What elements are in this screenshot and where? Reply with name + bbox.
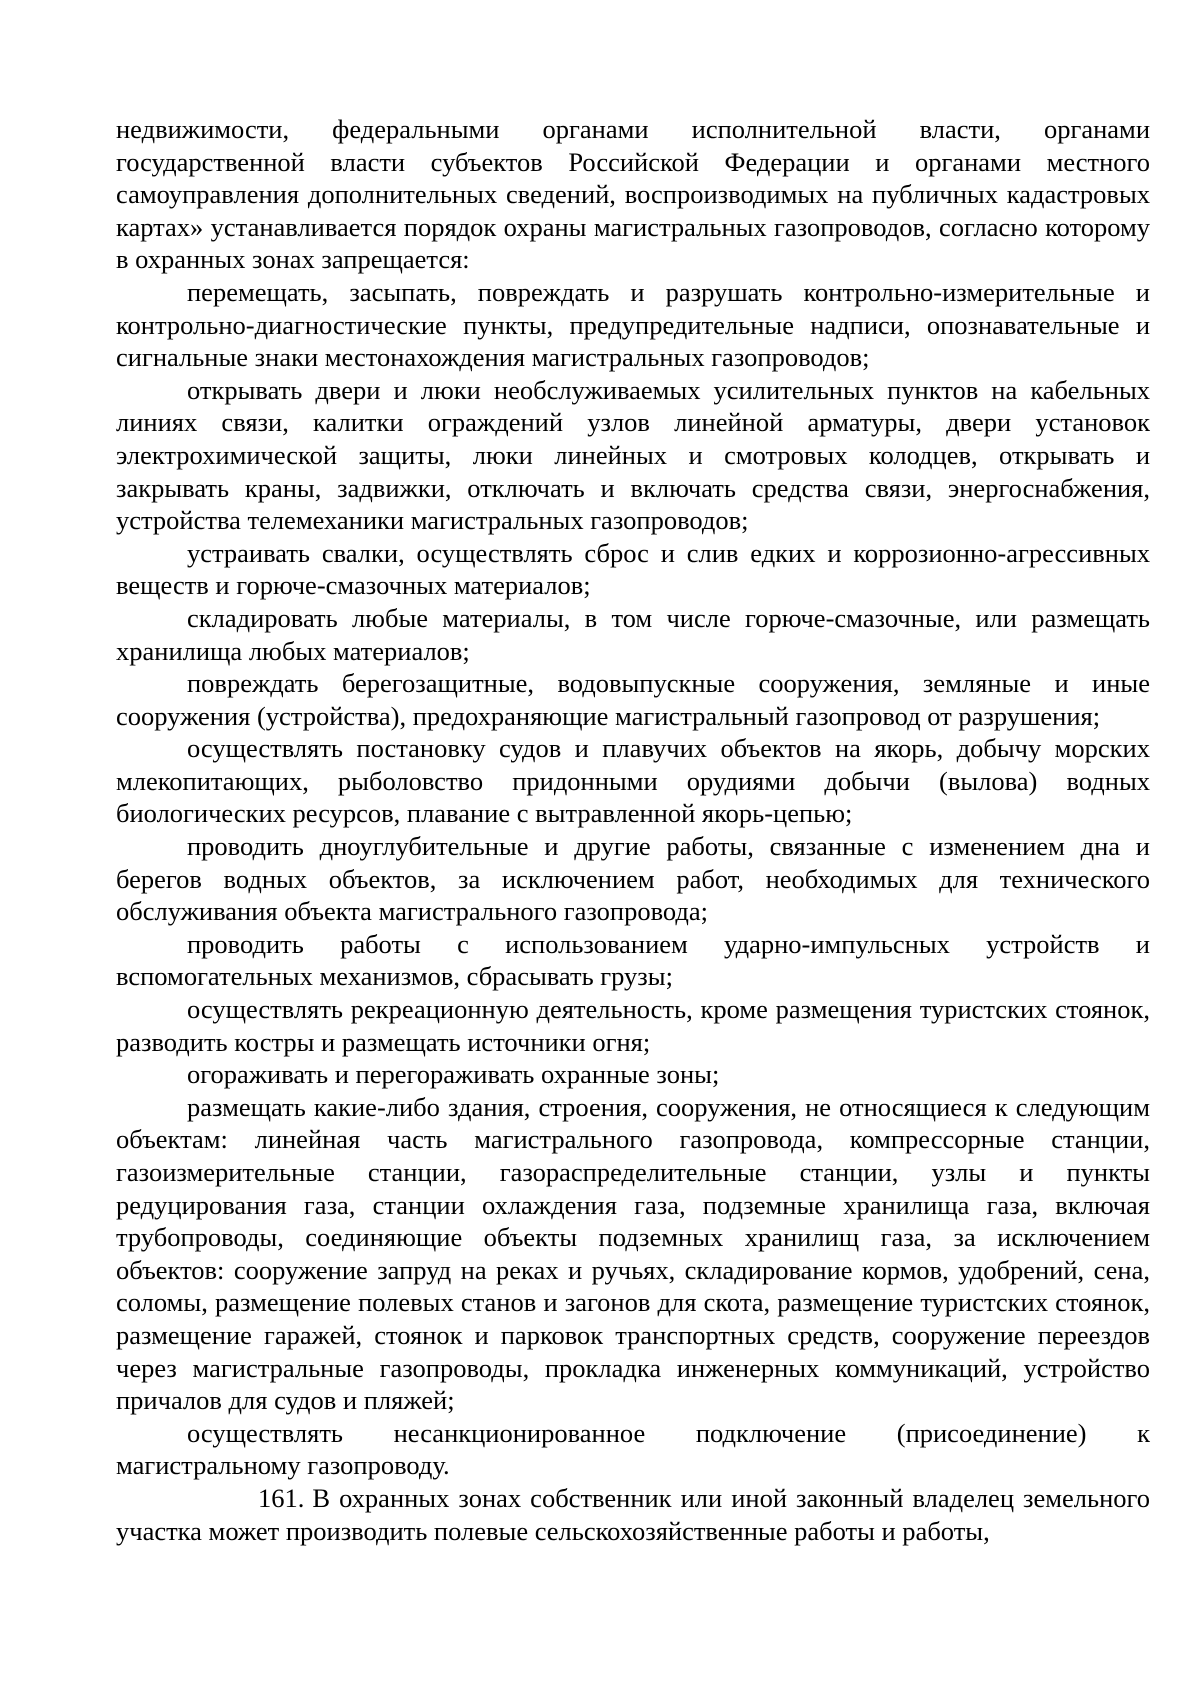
paragraph-prohibition-impact-devices: проводить работы с использованием ударно-импульсных устройств и вспомогательных механизмов, сбрасывать грузы; <box>116 928 1150 992</box>
paragraph-prohibition-recreation: осуществлять рекреационную деятельность, кроме размещения туристских стоянок, разводить костры и размещать источники огня; <box>116 994 1150 1057</box>
paragraph-prohibition-buildings: размещать какие-либо здания, строения, сооружения, не относящиеся к следующим объектам: линейная часть магистрального газопровода, компрессорные станции, газоизмерительные станции, газораспределительные станции, узлы и пункты редуцирования газа, станции охлаждения газа, подземные хранилища газа, включая трубопроводы, соединяющие объекты подземных хранилищ газа, за исключением объектов: сооружение запруд на реках и ручьях, складирование кормов, удобрений, сена, соломы, размещение полевых станов и загонов для скота, размещение туристских стоянок, размещение гаражей, стоянок и парковок транспортных средств, сооружение переездов через магистральные газопроводы, прокладка инженерных коммуникаций, устройство причалов для судов и пляжей; <box>116 1091 1150 1416</box>
paragraph-prohibition-dumps: устраивать свалки, осуществлять сброс и слив едких и коррозионно-агрессивных веществ и горюче-смазочных материалов; <box>116 537 1150 601</box>
paragraph-intro: недвижимости, федеральными органами исполнительной власти, органами государственной власти субъектов Российской Федерации и органами местного самоуправления дополнительных сведений, воспроизводимых на публичных кадастровых картах» устанавливается порядок охраны магистральных газопроводов, согласно которому в охранных зонах запрещается: <box>116 114 1150 275</box>
paragraph-prohibition-storage: складировать любые материалы, в том числе горюче-смазочные, или размещать хранилища любых материалов; <box>116 602 1150 666</box>
paragraph-prohibition-anchoring: осуществлять постановку судов и плавучих объектов на якорь, добычу морских млекопитающих, рыболовство придонными орудиями добычи (вылова) водных биологических ресурсов, плавание с вытравленной якорь-цепью; <box>116 733 1150 829</box>
document-page <box>116 113 1150 1547</box>
paragraph-prohibition-dredging: проводить дноуглубительные и другие работы, связанные с изменением дна и берегов водных объектов, за исключением работ, необходимых для технического обслуживания объекта магистрального газопровода; <box>116 831 1150 927</box>
paragraph-prohibition-markers: перемещать, засыпать, повреждать и разрушать контрольно-измерительные и контрольно-диагностические пункты, предупредительные надписи, опознавательные и сигнальные знаки местонахождения магистральных газопроводов; <box>116 276 1150 373</box>
paragraph-prohibition-connection: осуществлять несанкционированное подключение (присоединение) к магистральному газопроводу. <box>116 1417 1150 1481</box>
numbered-paragraph-text: В охранных зонах собственник или иной законный владелец земельного участка может производить полевые сельскохозяйственные работы и работы, <box>116 1482 1150 1546</box>
paragraph-prohibition-doors: открывать двери и люки необслуживаемых усилительных пунктов на кабельных линиях связи, калитки ограждений узлов линейной арматуры, двери установок электрохимической защиты, люки линейных и смотровых колодцев, открывать и закрывать краны, задвижки, отключать и включать средства связи, энергоснабжения, устройства телемеханики магистральных газопроводов; <box>116 374 1150 536</box>
numbered-paragraph <box>116 1482 1150 1547</box>
paragraph-prohibition-shore-structures: повреждать берегозащитные, водовыпускные сооружения, земляные и иные сооружения (устройства), предохраняющие магистральный газопровод от разрушения; <box>116 668 1150 731</box>
paragraph-number: 161. <box>258 1482 305 1513</box>
paragraph-prohibition-fencing: огораживать и перегораживать охранные зоны; <box>187 1059 720 1090</box>
